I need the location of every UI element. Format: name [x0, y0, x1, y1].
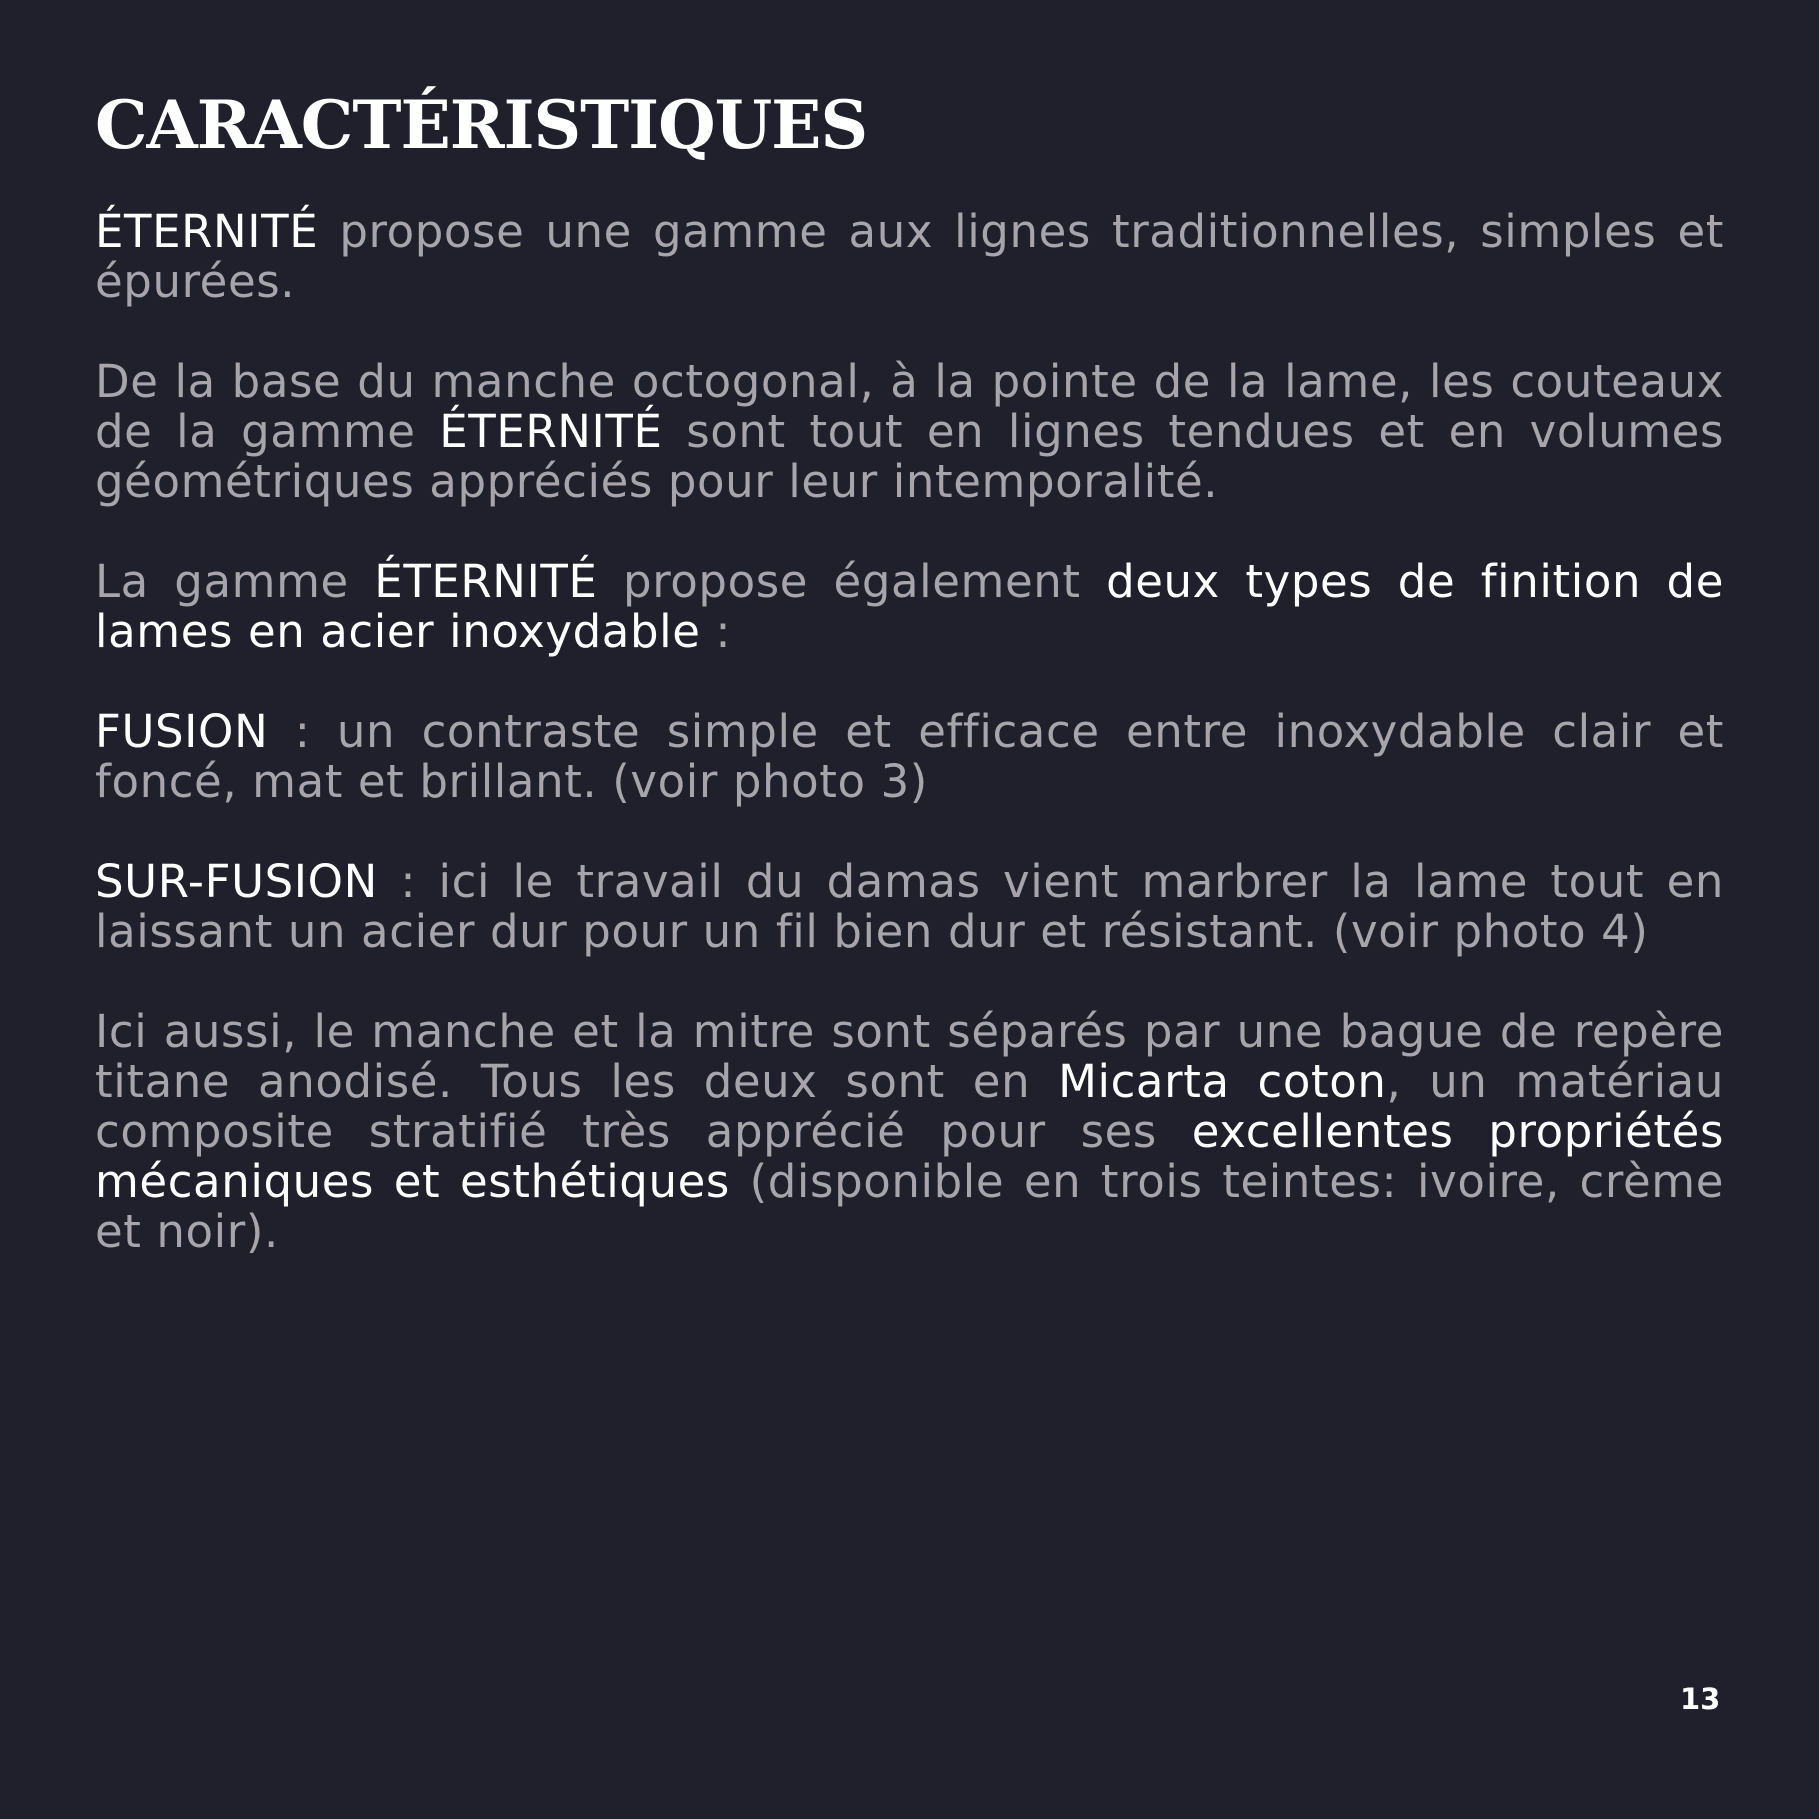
- paragraph-text: : ici le travail du damas vient marbrer la lame tout en laissant un acier dur pour un fil bien dur et résistant. (voir photo 4): [95, 855, 1724, 958]
- paragraph-text: , un matériau composite stratifié très apprécié pour ses: [95, 1055, 1724, 1158]
- highlight-material: Micarta coton: [1058, 1055, 1387, 1108]
- paragraph-text: propose également: [597, 555, 1107, 608]
- page-content: [95, 85, 1725, 1258]
- paragraph-text: De la base du manche octogonal, à la pointe de la lame, les couteaux de la gamme: [95, 355, 1724, 458]
- paragraph-text: :: [700, 605, 732, 658]
- brand-name: ÉTERNITÉ: [95, 205, 319, 258]
- paragraph-sur-fusion: [95, 857, 1724, 957]
- paragraph-text: : un contraste simple et efficace entre inoxydable clair et foncé, mat et brillant. (voir photo 3): [95, 705, 1724, 808]
- highlight-properties: excellentes propriétés mécaniques et esthétiques: [95, 1105, 1724, 1208]
- paragraph-fusion: [95, 707, 1724, 807]
- paragraph-text: (disponible en trois teintes: ivoire, crème et noir).: [95, 1155, 1724, 1258]
- paragraph-text: Ici aussi, le manche et la mitre sont séparés par une bague de repère titane anodisé. Tous les deux sont en: [95, 1005, 1724, 1108]
- paragraph-intro: [95, 207, 1724, 307]
- paragraph-handle: [95, 1007, 1724, 1257]
- paragraph-text: La gamme: [95, 555, 375, 608]
- highlight-finishes: deux types de finition de lames en acier inoxydable: [95, 555, 1724, 658]
- term-sur-fusion: SUR-FUSION: [95, 855, 378, 908]
- paragraph-text: propose une gamme aux lignes traditionnelles, simples et épurées.: [95, 205, 1724, 308]
- page-number: 13: [1680, 1682, 1721, 1716]
- paragraph-design: [95, 357, 1724, 507]
- brand-name: ÉTERNITÉ: [439, 405, 663, 458]
- brand-name: ÉTERNITÉ: [374, 555, 598, 608]
- page-title: CARACTÉRISTIQUES: [95, 86, 868, 164]
- paragraph-text: sont tout en lignes tendues et en volumes géométriques appréciés pour leur intemporalité.: [95, 405, 1725, 508]
- paragraph-finishes: [95, 557, 1724, 657]
- term-fusion: FUSION: [95, 705, 269, 758]
